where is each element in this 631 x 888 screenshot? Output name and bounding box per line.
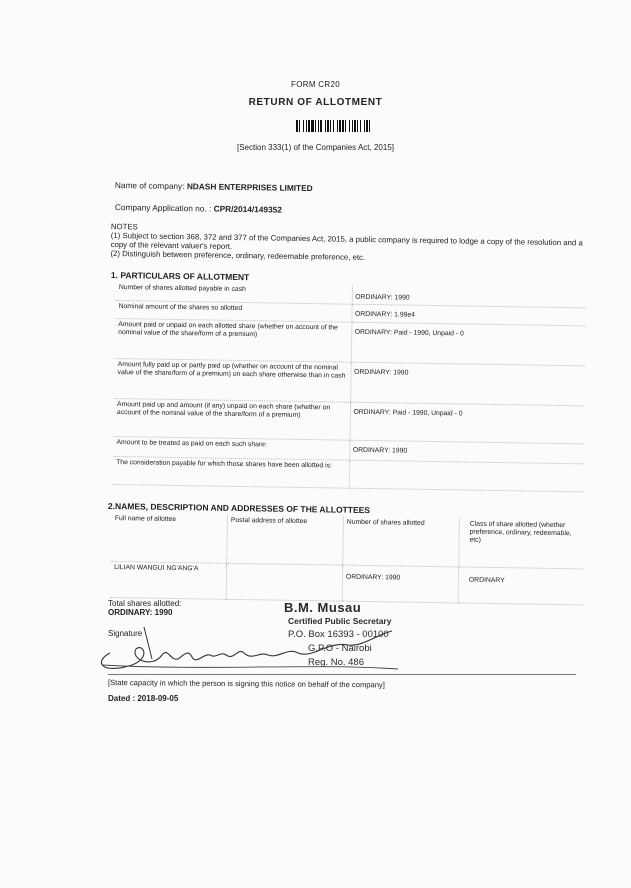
particulars-heading: 1. PARTICULARS OF ALLOTMENT — [110, 270, 250, 283]
application-label: Company Application no. : — [114, 202, 212, 214]
row-label: Amount paid or unpaid on each allotted share (whether on account of the nominal value of the share/form of a premium) — [115, 318, 352, 362]
row-label: Nominal amount of the shares so allotted — [115, 300, 351, 322]
row-value: ORDINARY: 1990 — [349, 440, 583, 464]
notes-heading: NOTES — [110, 222, 138, 232]
section-reference: [Section 333(1) of the Companies Act, 2015] — [237, 143, 394, 152]
company-name-value: NDASH ENTERPRISES LIMITED — [186, 181, 313, 194]
allottees-table — [111, 513, 584, 605]
row-value: ORDINARY: Paid - 1990, Unpaid - 0 — [351, 322, 586, 366]
barcode-image — [296, 120, 404, 132]
allottee-address — [226, 563, 343, 601]
row-label: The consideration payable for which those shares have been allotted is: — [113, 456, 349, 488]
allottee-class: ORDINARY — [458, 567, 583, 605]
allottee-name: LILIAN WANGUI NG'ANG'A — [111, 561, 227, 599]
company-name-label: Name of company: — [114, 180, 185, 192]
row-value — [349, 460, 583, 492]
total-shares-label: Total shares allotted: — [108, 599, 182, 608]
stamp-line-2: P.O. Box 16393 - 00100 — [288, 629, 389, 640]
signature-divider — [108, 674, 576, 675]
stamp-line-3: G.P.O - Nairobi — [308, 643, 372, 654]
handwritten-signature — [92, 625, 402, 675]
form-code: FORM CR20 — [291, 80, 340, 89]
company-application-line — [115, 202, 282, 215]
stamp-name: B.M. Musau — [284, 600, 362, 615]
row-label: Number of shares allotted payable in cash — [116, 282, 352, 304]
total-shares-value: ORDINARY: 1990 — [108, 608, 173, 617]
barcode-bar — [370, 120, 372, 132]
notes-block — [110, 222, 586, 265]
column-header: Class of share allotted (whether preference, ordinary, redeemable, etc) — [459, 518, 584, 568]
dated-label: Dated : — [108, 694, 136, 703]
dated-line — [108, 694, 178, 703]
allottees-heading: 2.NAMES, DESCRIPTION AND ADDRESSES OF THE ALLOTTEES — [107, 501, 371, 516]
particulars-table — [113, 282, 586, 492]
allottee-shares: ORDINARY: 1990 — [342, 565, 459, 603]
note-item-1: (1) Subject to section 368, 372 and 377 of the Companies Act, 2015, a public company is required to lodge a copy of the resolution and a copy of the relevant valuer's report. — [110, 230, 583, 251]
row-value: ORDINARY: 1990 — [350, 362, 585, 406]
note-item-2: (2) Distinguish between preference, ordinary, redeemable preference, etc. — [110, 248, 366, 262]
row-label: Amount to be treated as paid on each such share: — [113, 436, 349, 460]
signature-label: Signature — [108, 629, 143, 638]
row-label: Amount paid up and amount (if any) unpaid on each share (whether on account of the nominal value of the share/form of a premium) — [114, 398, 351, 440]
row-label: Amount fully paid up or partly paid up (whether on account of the nominal value of the share/form of a premium) on each share otherwise than in cash — [114, 358, 351, 402]
stamp-line-4: Reg. No. 486 — [308, 657, 364, 668]
application-value: CPR/2014/149352 — [213, 203, 282, 215]
company-name-line — [115, 180, 313, 193]
table-row — [111, 561, 584, 604]
column-header: Number of shares allotted — [343, 517, 460, 567]
stamp-line-1: Certified Public Secretary — [288, 616, 392, 626]
signing-capacity-note: [State capacity in which the person is signing this notice on behalf of the company] — [107, 678, 385, 690]
column-header: Full name of allottee — [111, 513, 227, 563]
table-header-row — [111, 513, 584, 569]
row-value: ORDINARY: Paid - 1990, Unpaid - 0 — [350, 402, 585, 444]
row-value: ORDINARY: 1990 — [352, 286, 586, 308]
dated-value: 2018-09-05 — [137, 694, 179, 703]
total-shares-block — [108, 599, 181, 617]
document-title: RETURN OF ALLOTMENT — [248, 97, 383, 108]
row-value: ORDINARY: 1.99e4 — [351, 304, 585, 326]
column-header: Postal address of allottee — [227, 515, 344, 565]
table-row — [113, 456, 583, 491]
